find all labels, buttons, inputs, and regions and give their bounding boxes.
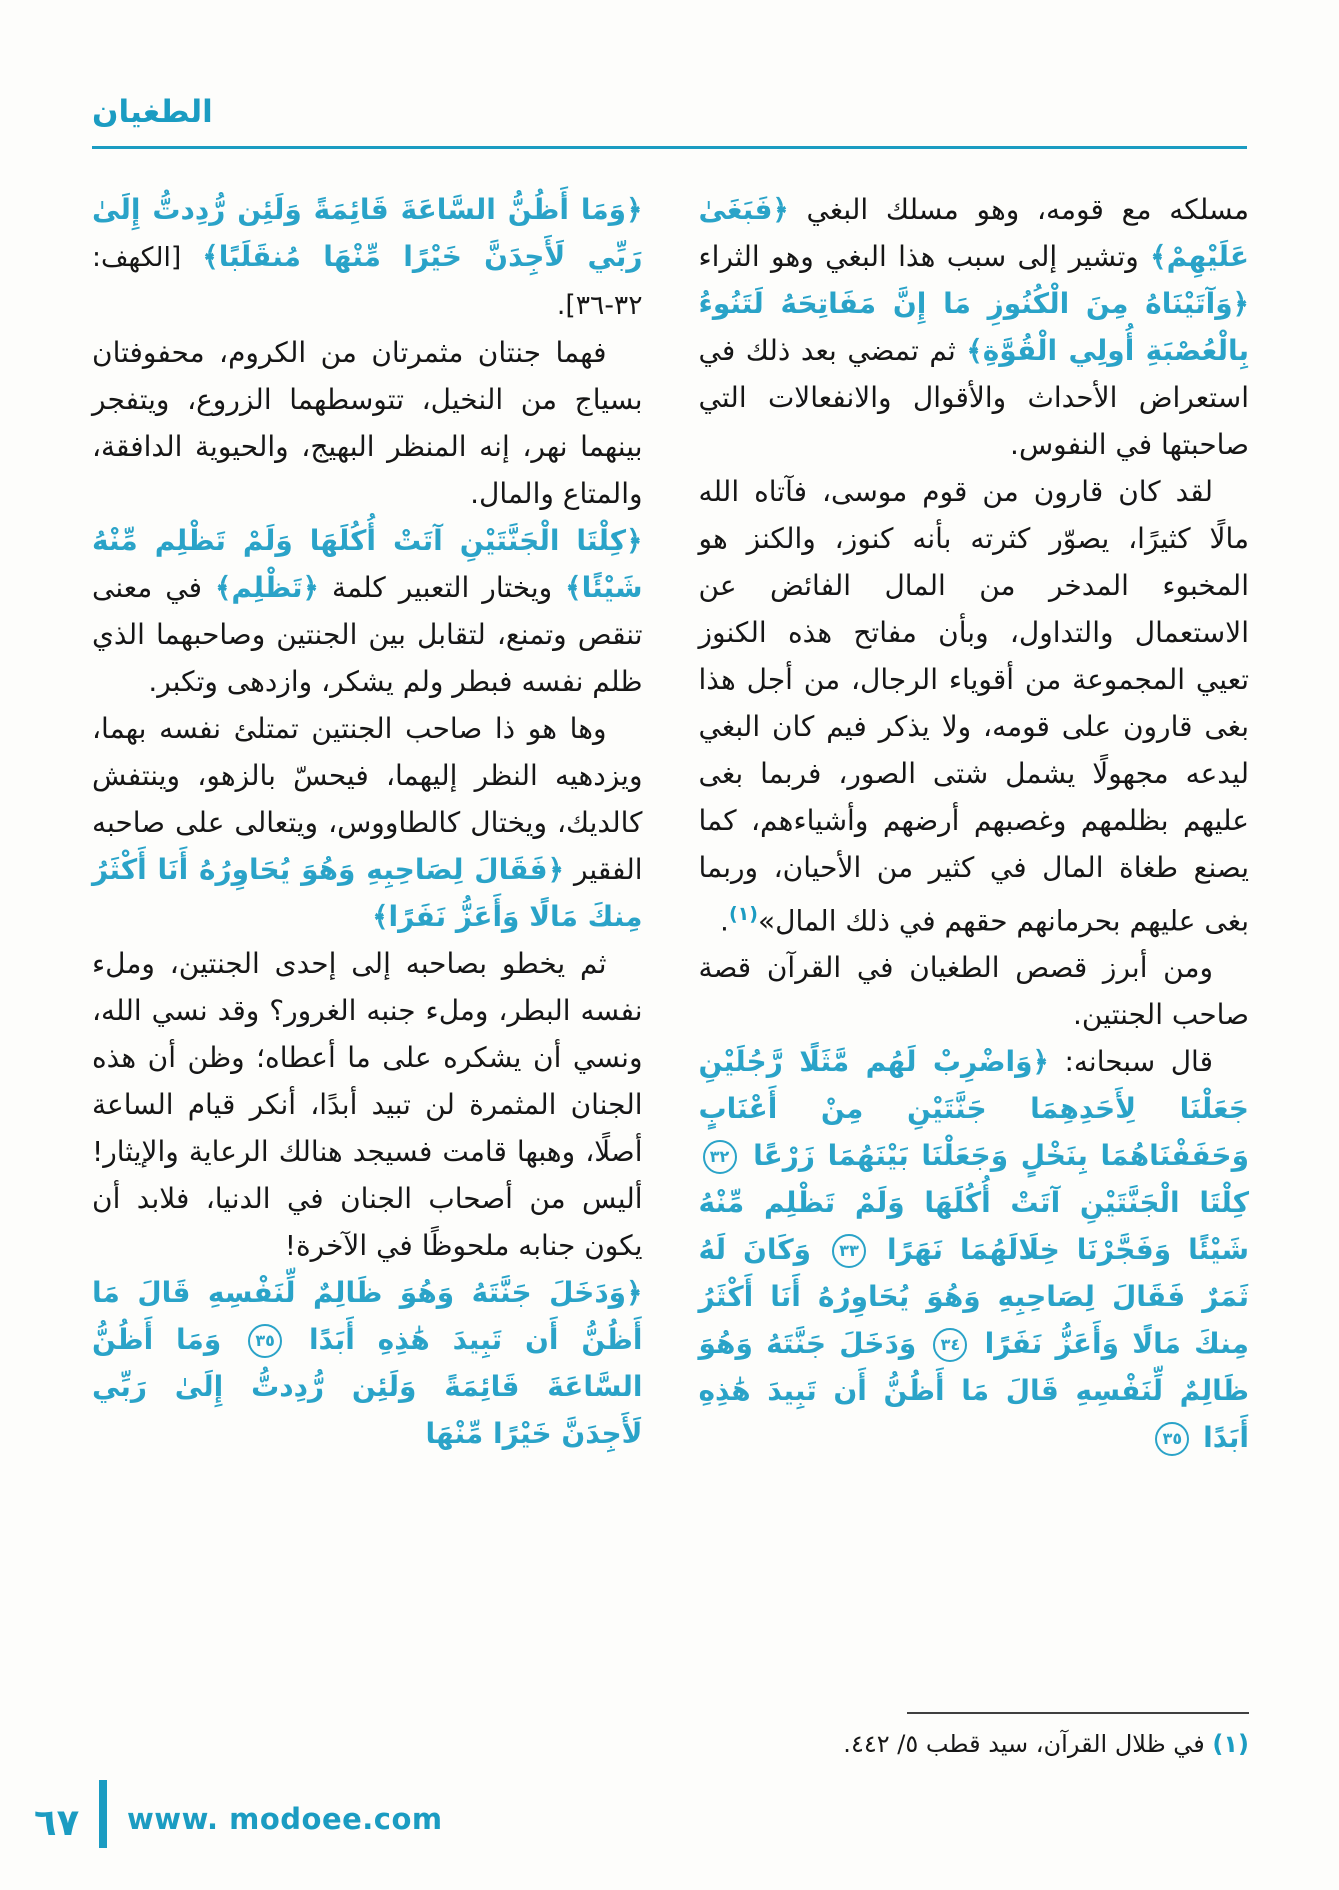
paragraph [92,186,643,329]
paragraph [92,1269,643,1457]
body-text-run: وتشير إلى سبب هذا البغي وهو الثراء [698,240,1151,273]
paragraph [92,329,643,517]
footnote-reference: (١) [728,903,758,925]
footnote [699,1700,1250,1764]
paragraph [92,940,643,1269]
ayah-number-badge: ٣٣ [832,1234,866,1268]
column-right-text [699,186,1250,1461]
quran-verse-text: ﴿وَمَا أَظُنُّ السَّاعَةَ قَائِمَةً وَلَئِن رُّدِدتُّ إِلَىٰ رَبِّي لَأَجِدَنَّ خَيْرًا مِّنْهَا مُنقَلَبًا﴾ [92,193,643,273]
body-text-run: ثم يخطو بصاحبه إلى إحدى الجنتين، وملء نفسه البطر، وملء جنبه الغرور؟ وقد نسي الله، ونسي أن يشكره على ما أعطاه؛ وظن أن هذه الجنان المثمرة لن تبيد أبدًا، أنكر قيام الساعة أصلًا، وهبها قامت فسيجد هنالك الرعاية والإيثار! أليس من أصحاب الجنان في الدنيا، فلابد أن يكون جنابه ملحوظًا في الآخرة! [92,947,643,1262]
quran-verse-text: وَدَخَلَ جَنَّتَهُ وَهُوَ ظَالِمٌ لِّنَفْسِهِ قَالَ مَا أَظُنُّ أَن تَبِيدَ هَٰذِهِ أَبَدًا [698,1327,1249,1455]
website-text: www. modoee.com [127,1802,443,1836]
column-left [92,186,643,1764]
quran-verse-text: وَكَانَ لَهُ ثَمَرٌ فَقَالَ لِصَاحِبِهِ وَهُوَ يُحَاوِرُهُ أَنَا أَكْثَرُ مِنكَ مَالًا وَأَعَزُّ نَفَرًا [698,1233,1249,1361]
body-text-run: لقد كان قارون من قوم موسى، فآتاه الله مالًا كثيرًا، يصوّر كثرته بأنه كنوز، والكنز هو المخبوء المدخر من المال الفائض عن الاستعمال والتداول، وبأن مفاتح هذه الكنوز تعيي المجموعة من أقوياء الرجال، من أجل هذا بغى قارون على قومه، ولا يذكر فيم كان البغي ليدعه مجهولًا يشمل شتى الصور، فربما بغى عليهم بظلمهم وغصبهم أرضهم وأشياءهم، كما يصنع طغاة المال في كثير من الأحيان، وربما بغى عليهم بحرمانهم حقهم في ذلك المال» [698,475,1249,938]
body-text-run: ثم تمضي بعد ذلك في استعراض الأحداث والأقوال والانفعالات التي صاحبتها في النفوس. [698,334,1249,461]
quran-verse-text: ﴿كِلْتَا الْجَنَّتَيْنِ آتَتْ أُكُلَهَا وَلَمْ تَظْلِم مِّنْهُ شَيْئًا﴾ [92,524,643,604]
page-header-title: الطغيان [92,94,213,130]
quran-verse-text: ﴿تَظْلِم﴾ [214,571,319,604]
paragraph [699,1038,1250,1461]
column-right [699,186,1250,1764]
footnote-body: في ظلال القرآن، سيد قطب ٥/ ٤٤٢. [843,1730,1213,1758]
column-left-text [92,186,643,1457]
footnote-rule [907,1712,1249,1714]
body-text-run: قال سبحانه: [1048,1045,1213,1079]
body-text-run: ويختار التعبير كلمة [318,571,566,604]
quran-verse-text: وَمَا أَظُنُّ السَّاعَةَ قَائِمَةً وَلَئِن رُّدِدتُّ إِلَىٰ رَبِّي لَأَجِدَنَّ خَيْرًا مِّنْهَا [92,1323,643,1450]
content-columns [92,186,1249,1764]
quran-verse-text: ﴿فَقَالَ لِصَاحِبِهِ وَهُوَ يُحَاوِرُهُ أَنَا أَكْثَرُ مِنكَ مَالًا وَأَعَزُّ نَفَرًا﴾ [92,853,643,933]
footnote-marker: (١) [1212,1730,1249,1758]
ayah-number-badge: ٣٢ [703,1140,737,1174]
paragraph [699,468,1250,944]
ayah-number-badge: ٣٥ [1155,1422,1189,1456]
body-text-run: ومن أبرز قصص الطغيان في القرآن قصة صاحب الجنتين. [698,951,1249,1032]
quran-verse-text: ﴿فَبَغَىٰ عَلَيْهِمْ﴾ [698,193,1249,273]
paragraph [699,944,1250,1038]
quran-verse-text: ﴿وَآتَيْنَاهُ مِنَ الْكُنُوزِ مَا إِنَّ مَفَاتِحَهُ لَتَنُوءُ بِالْعُصْبَةِ أُولِي الْقُوَّةِ﴾ [698,287,1249,367]
paragraph [699,186,1250,468]
page-number: ٦٧ [34,1801,80,1844]
quran-verse-text: ﴿وَدَخَلَ جَنَّتَهُ وَهُوَ ظَالِمٌ لِّنَفْسِهِ قَالَ مَا أَظُنُّ أَن تَبِيدَ هَٰذِهِ أَبَدًا [92,1276,643,1356]
body-text-run: في معنى تنقص وتمنع، لتقابل بين الجنتين وصاحبهما الذي ظلم نفسه فبطر ولم يشكر، وازدهى وتكبر. [92,571,643,698]
ayah-number-badge: ٣٤ [933,1328,967,1362]
quran-verse-text: كِلْتَا الْجَنَّتَيْنِ آتَتْ أُكُلَهَا وَلَمْ تَظْلِم مِّنْهُ شَيْئًا وَفَجَّرْنَا خِلَالَهُمَا نَهَرًا [698,1186,1249,1267]
footnote-text [699,1724,1250,1764]
body-text-run: مسلكه مع قومه، وهو مسلك البغي [788,193,1249,226]
paragraph [92,517,643,705]
header-rule [92,146,1247,149]
body-text-run: فهما جنتان مثمرتان من الكروم، محفوفتان بسياج من النخيل، تتوسطهما الزروع، ويتفجر بينهما نهر، إنه المنظر البهيج، والحيوية الدافقة، والمتاع والمال. [92,336,643,510]
footer-divider-bar [99,1780,107,1848]
surah-reference: [الكهف: ٣٢-٣٦]. [92,242,643,321]
quran-verse-text: ﴿وَاضْرِبْ لَهُم مَّثَلًا رَّجُلَيْنِ جَعَلْنَا لِأَحَدِهِمَا جَنَّتَيْنِ مِنْ أَعْنَابٍ وَحَفَفْنَاهُمَا بِنَخْلٍ وَجَعَلْنَا بَيْنَهُمَا زَرْعًا [698,1045,1249,1173]
body-text-run: وها هو ذا صاحب الجنتين تمتلئ نفسه بهما، ويزدهيه النظر إليهما، فيحسّ بالزهو، وينتفش كالديك، ويختال كالطاووس، ويتعالى على صاحبه الفقير [92,712,643,886]
ayah-number-badge: ٣٥ [248,1324,282,1358]
paragraph [92,705,643,940]
body-text-run: . [720,904,729,938]
